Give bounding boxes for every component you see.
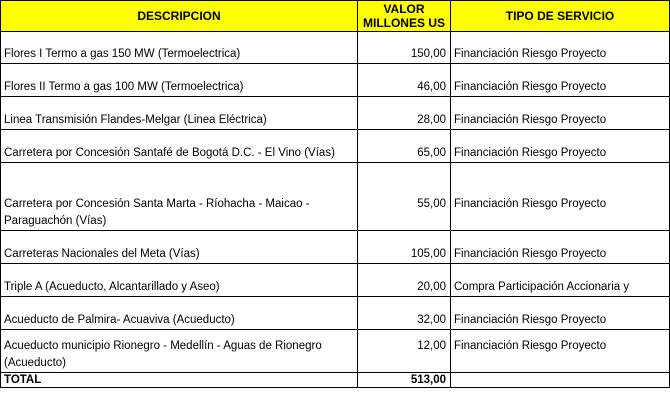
table-row (1, 264, 670, 297)
table-row (1, 32, 670, 64)
cell-tipo: Financiación Riesgo Proyecto (451, 130, 670, 163)
table-row (1, 163, 670, 231)
cell-tipo: Financiación Riesgo Proyecto (451, 330, 670, 373)
header-valor (358, 1, 451, 32)
table-row (1, 231, 670, 264)
table-row (1, 64, 670, 97)
cell-valor: 65,00 (358, 130, 451, 163)
cell-tipo: Compra Participación Accionaria y (451, 264, 670, 297)
table-row (1, 97, 670, 130)
total-empty-cell (451, 373, 670, 388)
total-valor: 513,00 (358, 373, 451, 388)
cell-tipo: Financiación Riesgo Proyecto (451, 231, 670, 264)
cell-descripcion: Carretera por Concesión Santafé de Bogotá D.C. - El Vino (Vías) (1, 130, 358, 163)
header-descripcion: DESCRIPCION (1, 1, 358, 32)
header-valor-text: VALOR MILLONES US (362, 2, 445, 30)
cell-descripcion: Carretera por Concesión Santa Marta - Ríohacha - Maicao - Paraguachón (Vías) (1, 163, 358, 231)
cell-valor: 55,00 (358, 163, 451, 231)
cell-valor: 46,00 (358, 64, 451, 97)
table-row (1, 330, 670, 373)
cell-descripcion: Flores II Termo a gas 100 MW (Termoelectrica) (1, 64, 358, 97)
cell-descripcion: Acueducto de Palmira- Acuaviva (Acueducto) (1, 297, 358, 330)
cell-tipo: Financiación Riesgo Proyecto (451, 64, 670, 97)
cell-descripcion: Flores I Termo a gas 150 MW (Termoelectrica) (1, 32, 358, 64)
cell-tipo: Financiación Riesgo Proyecto (451, 32, 670, 64)
table-row (1, 130, 670, 163)
table-header (1, 1, 670, 32)
cell-tipo: Financiación Riesgo Proyecto (451, 297, 670, 330)
cell-valor: 20,00 (358, 264, 451, 297)
cell-valor: 12,00 (358, 330, 451, 373)
table-row (1, 297, 670, 330)
total-row (1, 373, 670, 388)
cell-descripcion: Carreteras Nacionales del Meta (Vías) (1, 231, 358, 264)
cell-valor: 28,00 (358, 97, 451, 130)
header-tipo: TIPO DE SERVICIO (451, 1, 670, 32)
cell-descripcion: Triple A (Acueducto, Alcantarillado y Aseo) (1, 264, 358, 297)
total-label: TOTAL (1, 373, 358, 388)
cell-valor: 105,00 (358, 231, 451, 264)
cell-descripcion: Linea Transmisión Flandes-Melgar (Linea Eléctrica) (1, 97, 358, 130)
cell-tipo: Financiación Riesgo Proyecto (451, 163, 670, 231)
cell-valor: 32,00 (358, 297, 451, 330)
cell-descripcion: Acueducto municipio Rionegro - Medellín - Aguas de Rionegro (Acueducto) (1, 330, 358, 373)
cell-tipo: Financiación Riesgo Proyecto (451, 97, 670, 130)
cell-valor: 150,00 (358, 32, 451, 64)
